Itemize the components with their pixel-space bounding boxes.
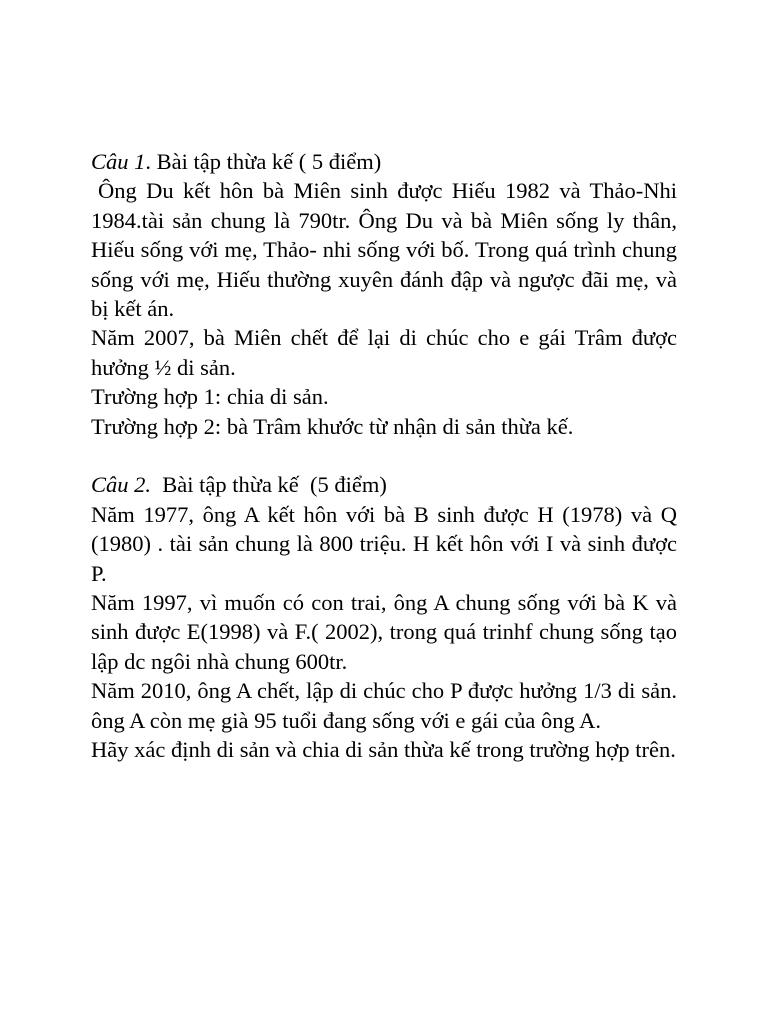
question-1-paragraph-3: Trường hợp 1: chia di sản.	[91, 384, 329, 410]
question-1-paragraph-4: Trường hợp 2: bà Trâm khước từ nhận di sản thừa kế.	[91, 413, 574, 439]
question-1-label: Câu 1	[91, 149, 146, 174]
question-2-paragraph-4: Hãy xác định di sản và chia di sản thừa kế trong trường hợp trên.	[91, 737, 676, 763]
question-2-paragraph-2: Năm 1997, vì muốn có con trai, ông A chung sống với bà K và sinh được E(1998) và F.( 2002), trong quá trinhf chung sống tạo lập dc ngôi nhà chung 600tr.	[91, 590, 677, 674]
question-1-paragraph-1: Ông Du kết hôn bà Miên sinh được Hiếu 1982 và Thảo-Nhi 1984.tài sản chung là 790tr. Ông Du và bà Miên sống ly thân, Hiếu sống với mẹ, Thảo- nhi sống với bố. Trong quá trình chung sống với mẹ, Hiếu thường xuyên đánh đập và ngược đãi mẹ, và bị kết án.	[91, 178, 677, 322]
question-1	[91, 147, 677, 441]
question-2-paragraph-1: Năm 1977, ông A kết hôn với bà B sinh được H (1978) và Q (1980) . tài sản chung là 800 triệu. H kết hôn với I và sinh được P.	[91, 501, 677, 586]
question-1-paragraph-2: Năm 2007, bà Miên chết để lại di chúc cho e gái Trâm được hưởng ½ di sản.	[91, 325, 677, 380]
question-2-paragraph-3: Năm 2010, ông A chết, lập di chúc cho P được hưởng 1/3 di sản. ông A còn mẹ già 95 tuổi đang sống với e gái của ông A.	[91, 678, 677, 733]
document-page	[91, 147, 677, 765]
question-2-heading	[91, 470, 677, 499]
question-2	[91, 470, 677, 764]
question-2-label: Câu 2.	[91, 472, 152, 498]
question-2-title: Bài tập thừa kế (5 điểm)	[151, 472, 387, 498]
question-1-title: . Bài tập thừa kế ( 5 điểm)	[145, 149, 382, 174]
question-1-heading	[91, 147, 677, 176]
